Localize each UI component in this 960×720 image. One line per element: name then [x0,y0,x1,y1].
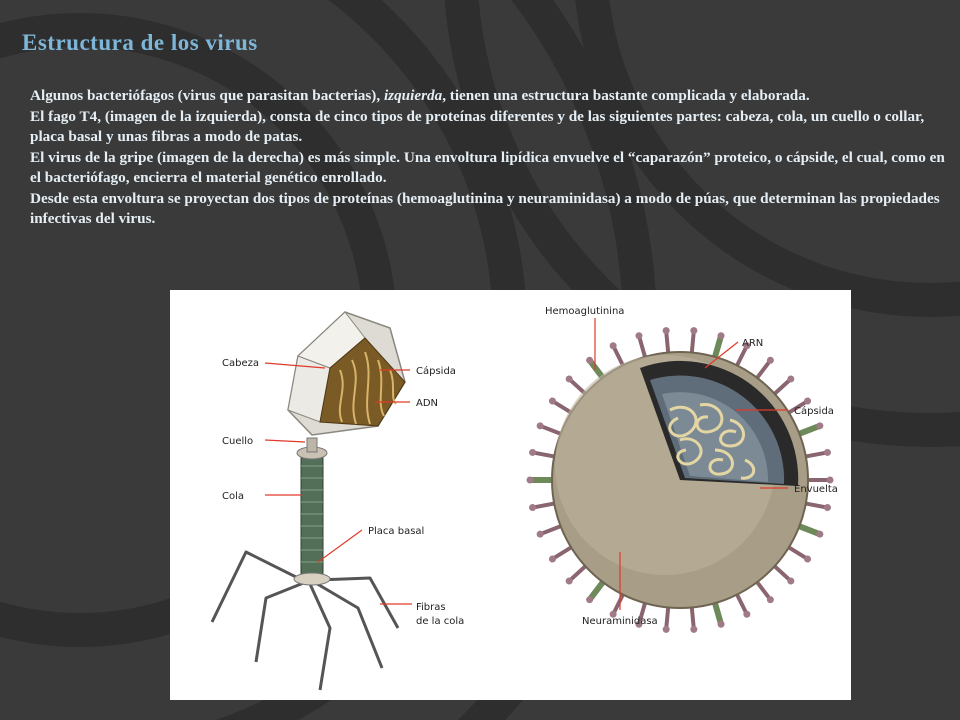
paragraph-2: El fago T4, (imagen de la izquierda), consta de cinco tipos de proteínas diferentes y de las siguientes partes: cabeza, cola, un cuello o collar, placa basal y unas fibras a modo de patas. [30,107,925,145]
label-envuelta: Envuelta [794,484,838,495]
label-de-la-cola: de la cola [416,616,465,627]
label-cuello: Cuello [222,436,254,447]
spike-tip [690,327,697,334]
spike-tip [824,449,831,456]
paragraph-3: El virus de la gripe (imagen de la derecha) es más simple. Una envoltura lipídica envuelve el “caparazón” proteico, o cápside, el cual, como en el bacteriófago, encierra el material genético enrollado. [30,148,945,186]
spike-tip [610,342,617,349]
spike-tip [586,596,593,603]
spike-tip [743,611,750,618]
label-placa-basal: Placa basal [368,526,425,537]
spike-tip [816,422,823,429]
label-hemoaglutinina: Hemoaglutinina [545,306,625,317]
label-fibras: Fibras [416,602,446,613]
paragraph-4: Desde esta envoltura se proyectan dos tipos de proteínas (hemoaglutinina y neuraminidasa) a modo de púas, que determinan las propiedades infectivas del virus. [30,189,940,227]
spike-tip [566,375,573,382]
spike-tip [537,531,544,538]
slide-title: Estructura de los virus [22,30,258,55]
spike-tip [787,578,794,585]
label-capsida-flu: Cápsida [794,406,834,417]
spike-tip [529,449,536,456]
label-capsida-phage: Cápsida [416,366,456,377]
spike-tip [767,357,774,364]
spike-tip [804,555,811,562]
paragraph-1: Algunos bacteriófagos (virus que parasitan bacterias), izquierda, tienen una estructura bastante complicada y elaborada. [30,87,810,104]
label-adn: ADN [416,398,439,409]
spike-tip [527,477,534,484]
spike-tip [549,555,556,562]
label-cola: Cola [222,491,245,502]
spike-tip [566,578,573,585]
spike-tip [663,327,670,334]
slide-body [30,86,945,230]
label-neuraminidasa: Neuraminidasa [582,616,658,627]
spike-tip [824,504,831,511]
virus-figure [170,290,851,700]
spike-tip [690,626,697,633]
spike-tip [827,477,834,484]
spike-tip [635,332,642,339]
flu-illustration [527,327,834,633]
spike-tip [529,504,536,511]
label-arn: ARN [742,338,764,349]
spike-tip [767,596,774,603]
spike-tip [718,332,725,339]
spike-tip [787,375,794,382]
spike-tip [586,357,593,364]
spike-tip [816,531,823,538]
label-cabeza: Cabeza [222,358,259,369]
spike-tip [804,398,811,405]
spike-tip [718,621,725,628]
spike-tip [537,422,544,429]
spike-tip [549,398,556,405]
spike-tip [663,626,670,633]
